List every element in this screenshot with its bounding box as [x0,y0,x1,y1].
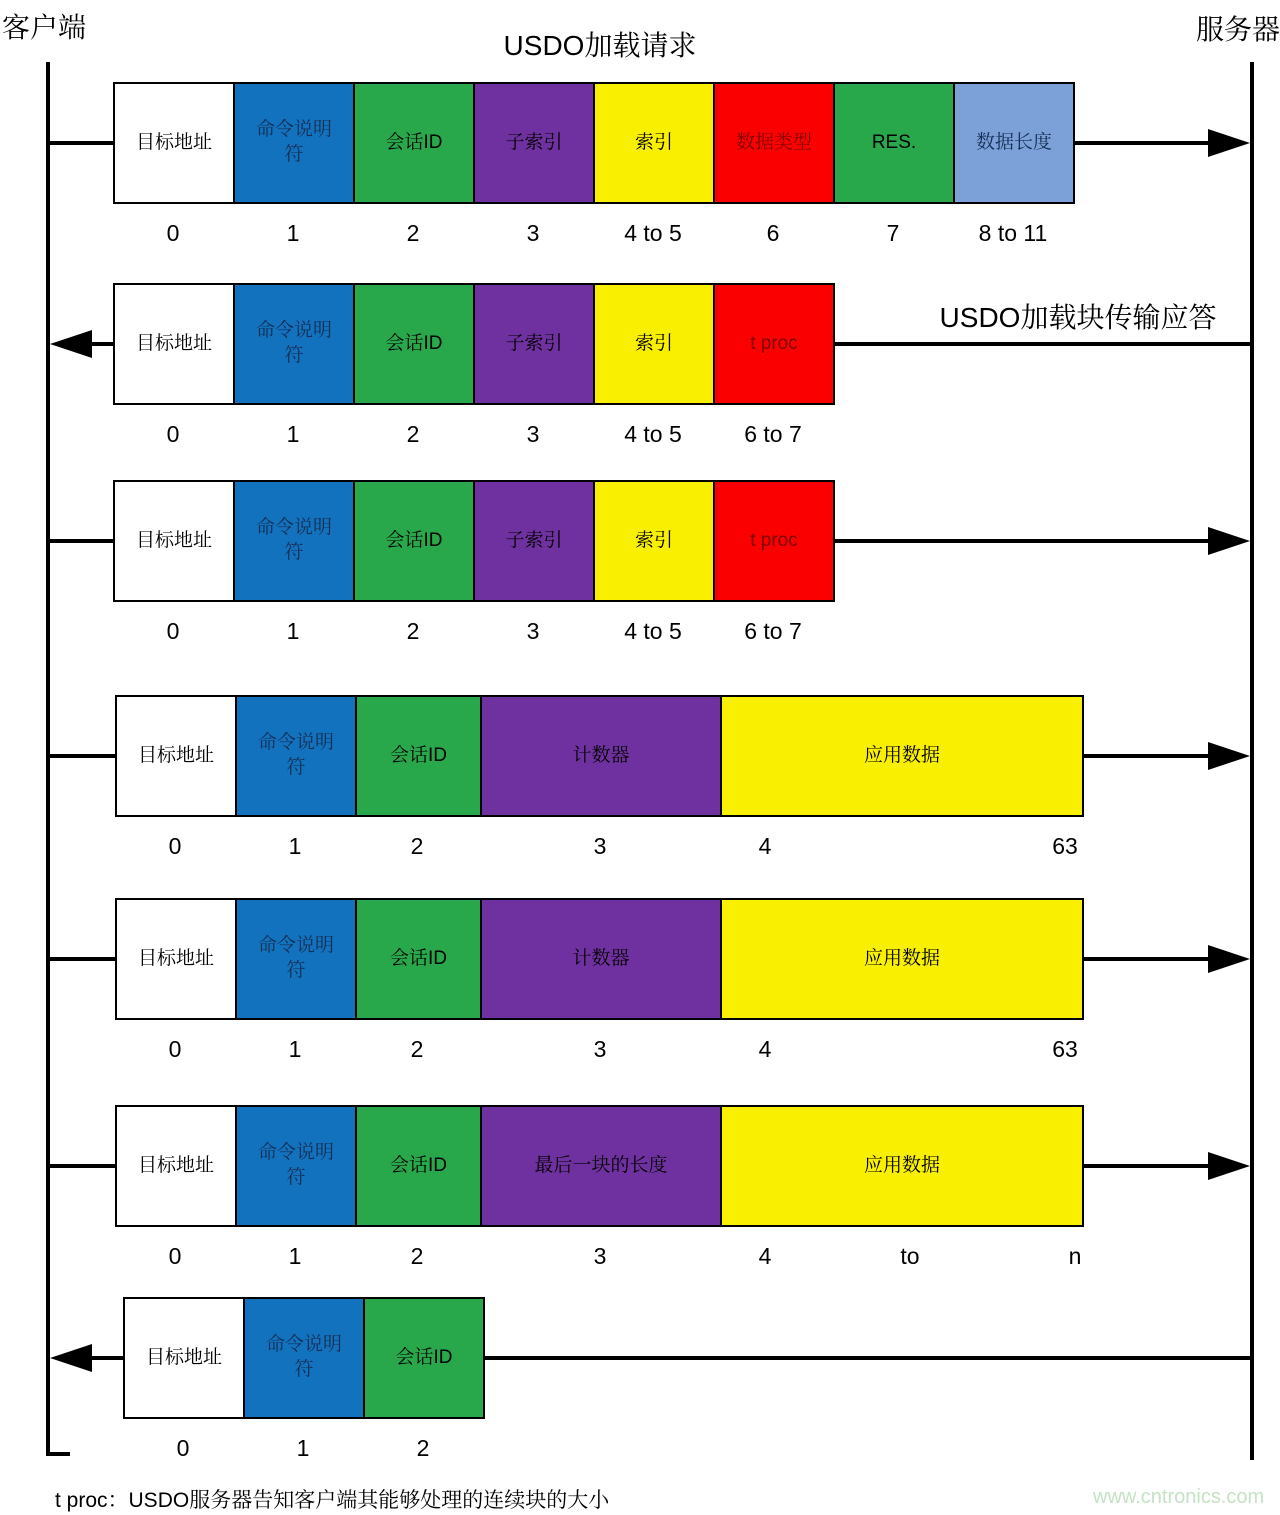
cell-target-address [115,695,237,817]
cell-counter-label: 计数器 [572,947,630,969]
cell-t-proc-label: t proc [750,332,798,354]
message-line-left [50,141,115,145]
cell-subindex [473,82,595,204]
diagram-title: USDO加载请求 [503,30,697,61]
byte-index: 4 to 5 [624,618,682,644]
cell-application-data [720,695,1084,817]
cell-session-id [353,283,475,405]
byte-index: 1 [288,1036,302,1062]
byte-index: 2 [406,220,420,246]
cell-command-specifier-label: 命令说明符 [265,1334,342,1380]
server-label: 服务器 [1195,14,1280,45]
cell-session-id [355,695,482,817]
cell-session-id-label: 会话ID [389,947,447,969]
cell-session-id [355,1105,482,1227]
cell-index-label: 索引 [634,529,673,551]
cell-data-length-label: 数据长度 [975,131,1052,153]
cell-reserved [833,82,955,204]
byte-index: 2 [406,618,420,644]
byte-index: 2 [416,1435,430,1461]
byte-index: 6 [766,220,780,246]
cell-subindex [473,283,595,405]
block-transfer-ack-frame [113,283,835,405]
cell-reserved-label: RES. [871,131,917,153]
cell-data-length [953,82,1075,204]
byte-index: 7 [886,220,900,246]
client-lifeline [46,62,50,1456]
client-lifeline-foot [46,1452,70,1456]
cell-command-specifier [235,695,357,817]
message-line-right [833,342,1250,346]
cell-index [593,82,715,204]
cell-command-specifier [233,480,355,602]
cell-session-id [355,898,482,1020]
request-frame [113,82,1075,204]
byte-index: 0 [166,618,180,644]
left-arrowhead-icon [50,1344,92,1372]
cell-session-id [363,1297,485,1419]
client-label: 客户端 [2,12,87,43]
byte-index: 1 [288,833,302,859]
cell-t-proc [713,480,835,602]
cell-command-specifier [235,1105,357,1227]
byte-index: 6 to 7 [744,421,802,447]
last-segment-frame [115,1105,1084,1227]
cell-application-data [720,1105,1084,1227]
cell-counter [480,695,722,817]
data-segment-frame-2 [115,898,1084,1020]
cell-application-data [720,898,1084,1020]
byte-index: to [900,1243,920,1269]
byte-index: 3 [526,618,540,644]
cell-command-specifier-label: 命令说明符 [255,517,332,563]
byte-index: 63 [1052,833,1078,859]
byte-index: 2 [410,1036,424,1062]
cell-command-specifier-label: 命令说明符 [255,119,332,165]
byte-index: 2 [406,421,420,447]
right-arrowhead-icon [1208,1152,1250,1180]
cell-target-address-label: 目标地址 [135,131,212,153]
message-line-left [50,539,115,543]
cell-data-type-label: 数据类型 [735,131,812,153]
cell-command-specifier [235,898,357,1020]
cell-data-type [713,82,835,204]
cell-application-data-label: 应用数据 [863,1154,940,1176]
byte-index: 0 [168,1243,182,1269]
cell-session-id-label: 会话ID [385,529,443,551]
cell-index-label: 索引 [634,131,673,153]
cell-subindex-label: 子索引 [505,332,563,354]
byte-index: 1 [286,220,300,246]
cell-index [593,480,715,602]
cell-command-specifier [233,283,355,405]
cell-last-block-length [480,1105,722,1227]
cell-target-address-label: 目标地址 [137,1154,214,1176]
cell-session-id [353,480,475,602]
right-arrowhead-icon [1208,527,1250,555]
watermark: www.cntronics.com [1093,1486,1265,1508]
byte-index: 3 [526,421,540,447]
cell-subindex [473,480,595,602]
cell-counter-label: 计数器 [572,744,630,766]
cell-session-id-label: 会话ID [395,1346,453,1368]
byte-index: 0 [176,1435,190,1461]
byte-index: 8 to 11 [978,220,1048,246]
byte-index: 6 to 7 [744,618,802,644]
cell-session-id-label: 会话ID [389,744,447,766]
cell-command-specifier-label: 命令说明符 [257,732,334,778]
final-ack-frame [123,1297,485,1419]
message-line-right [1082,754,1212,758]
cell-index [593,283,715,405]
byte-index: 63 [1052,1036,1078,1062]
cell-subindex-label: 子索引 [505,529,563,551]
byte-index: 4 [758,1036,772,1062]
message-line-right [1082,957,1212,961]
message-line-left [50,754,117,758]
cell-command-specifier-label: 命令说明符 [257,935,334,981]
cell-last-block-length-label: 最后一块的长度 [534,1154,668,1176]
byte-index: 2 [410,1243,424,1269]
cell-t-proc-label: t proc [750,529,798,551]
byte-index: 1 [296,1435,310,1461]
byte-index: 3 [593,1243,607,1269]
cell-application-data-label: 应用数据 [863,947,940,969]
cell-target-address [113,283,235,405]
cell-command-specifier [233,82,355,204]
cell-session-id-label: 会话ID [385,332,443,354]
byte-index: 4 to 5 [624,421,682,447]
cell-target-address-label: 目标地址 [145,1346,222,1368]
cell-application-data-label: 应用数据 [863,744,940,766]
cell-target-address [115,1105,237,1227]
message-line-left [50,957,117,961]
message-line-right [833,539,1212,543]
cell-session-id-label: 会话ID [389,1154,447,1176]
cell-command-specifier-label: 命令说明符 [255,320,332,366]
byte-index: 4 [758,1243,772,1269]
byte-index: 3 [593,833,607,859]
byte-index: 4 to 5 [624,220,682,246]
cell-index-label: 索引 [634,332,673,354]
byte-index: 3 [526,220,540,246]
cell-command-specifier [243,1297,365,1419]
byte-index: 0 [168,1036,182,1062]
byte-index: 0 [168,833,182,859]
right-arrowhead-icon [1208,129,1250,157]
cell-command-specifier-label: 命令说明符 [257,1142,334,1188]
cell-target-address [123,1297,245,1419]
message-line-right [1082,1164,1212,1168]
message-line-left [50,1164,117,1168]
reply-annotation: USDO加载块传输应答 [939,302,1217,333]
cell-target-address-label: 目标地址 [135,332,212,354]
byte-index: 0 [166,220,180,246]
byte-index: 2 [410,833,424,859]
block-transfer-request-frame [113,480,835,602]
cell-t-proc [713,283,835,405]
cell-session-id-label: 会话ID [385,131,443,153]
server-lifeline [1250,62,1254,1460]
byte-index: 4 [758,833,772,859]
byte-index: 1 [288,1243,302,1269]
right-arrowhead-icon [1208,742,1250,770]
byte-index: 0 [166,421,180,447]
cell-target-address [115,898,237,1020]
cell-target-address [113,480,235,602]
byte-index: 1 [286,618,300,644]
cell-target-address [113,82,235,204]
cell-session-id [353,82,475,204]
footnote: t proc：USDO服务器告知客户端其能够处理的连续块的大小 [55,1489,610,1512]
cell-target-address-label: 目标地址 [135,529,212,551]
message-line-left [88,342,115,346]
cell-target-address-label: 目标地址 [137,947,214,969]
message-line-left [88,1356,125,1360]
message-line-right [483,1356,1250,1360]
data-segment-frame-1 [115,695,1084,817]
message-line-right [1073,141,1212,145]
cell-counter [480,898,722,1020]
byte-index: n [1068,1243,1082,1269]
byte-index: 1 [286,421,300,447]
left-arrowhead-icon [50,330,92,358]
right-arrowhead-icon [1208,945,1250,973]
cell-target-address-label: 目标地址 [137,744,214,766]
byte-index: 3 [593,1036,607,1062]
cell-subindex-label: 子索引 [505,131,563,153]
